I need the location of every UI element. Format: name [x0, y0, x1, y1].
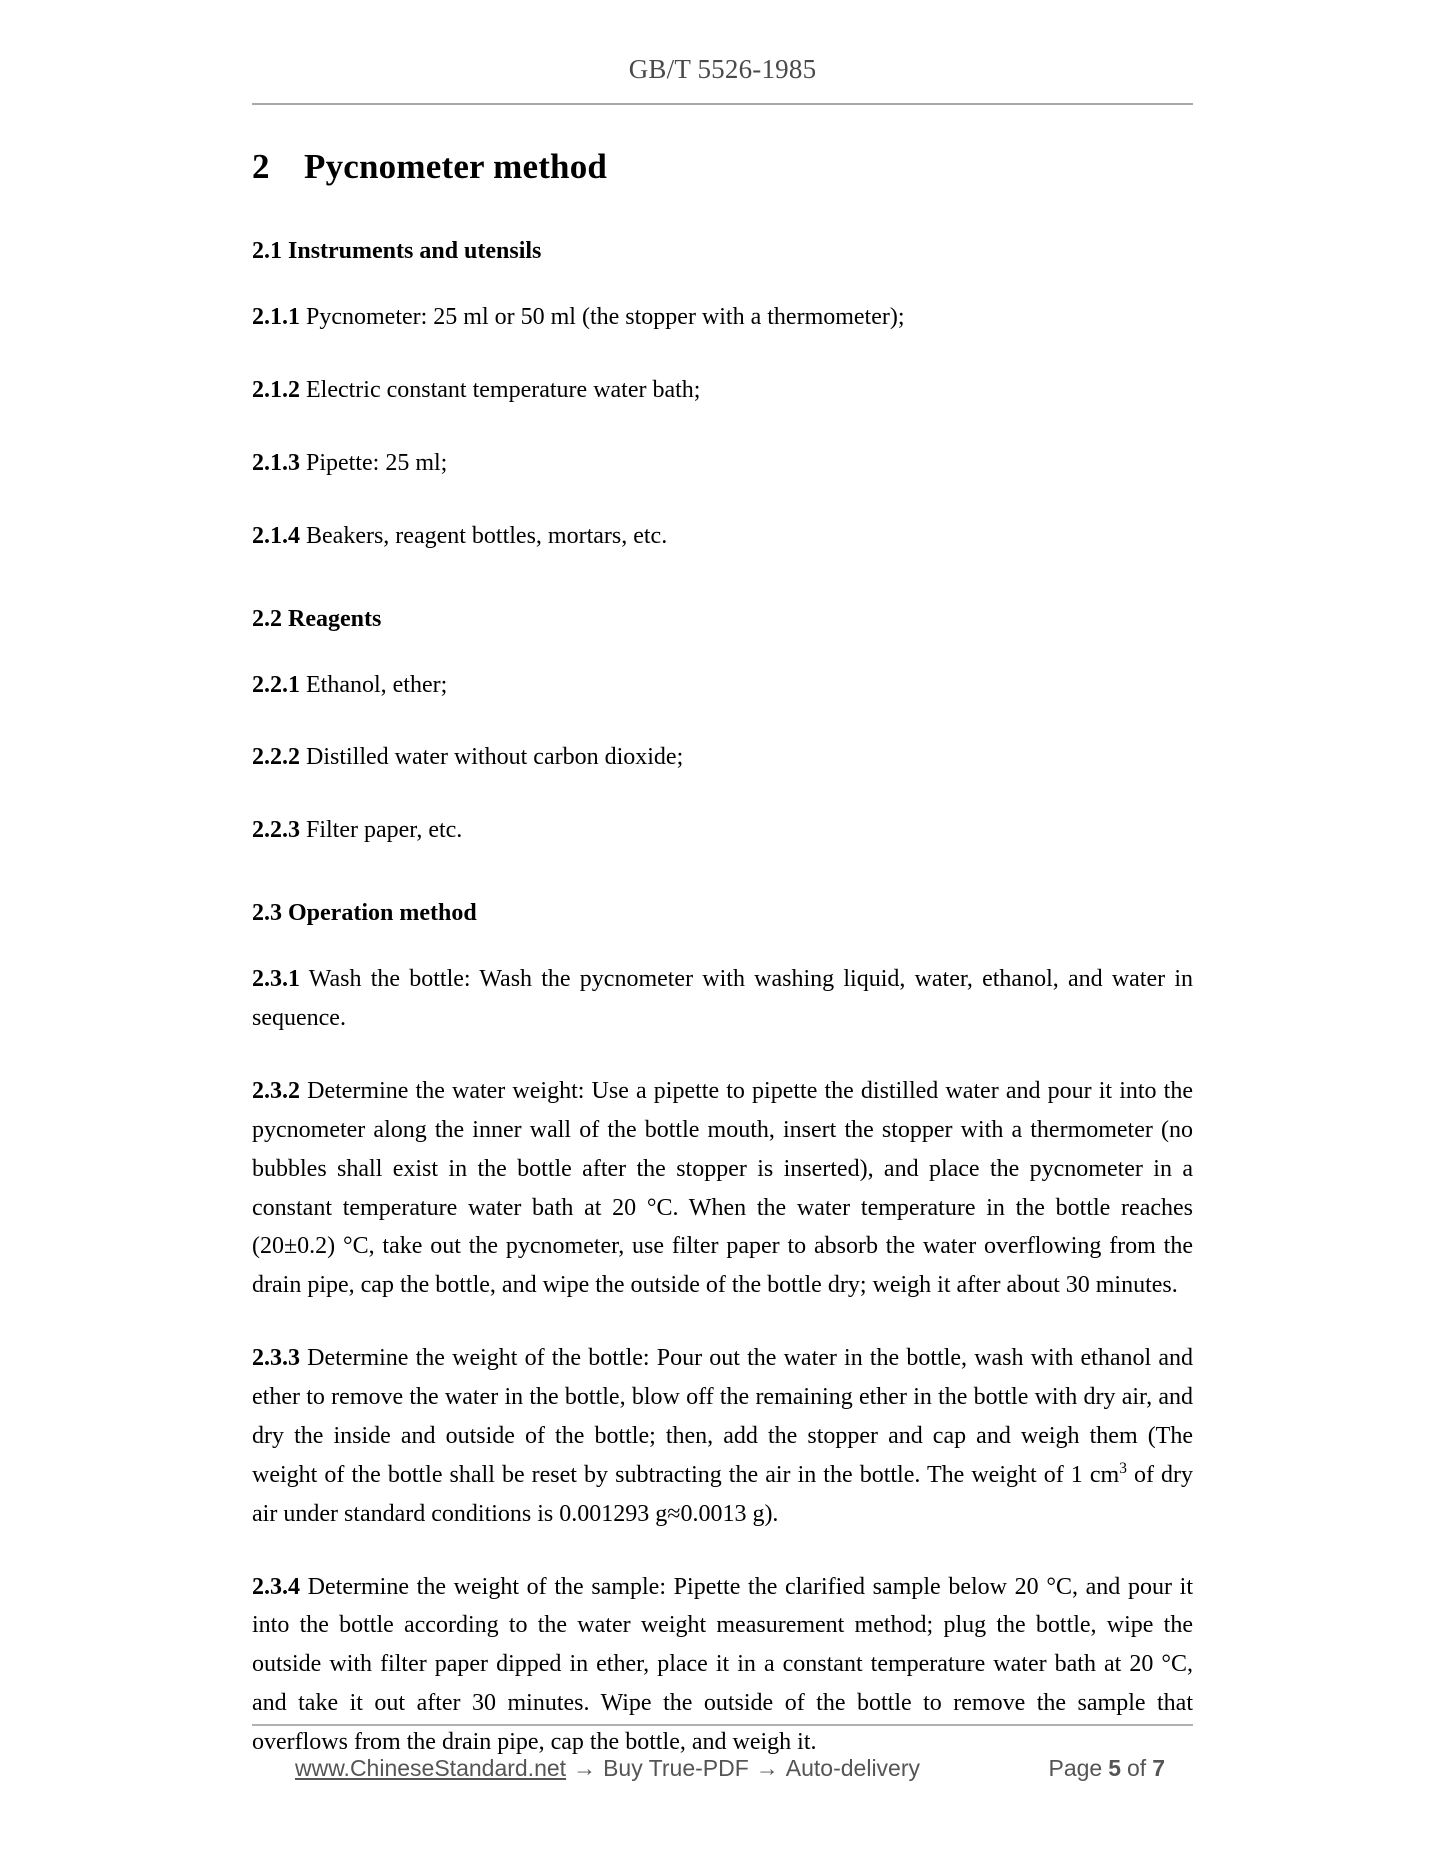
arrow-right-icon: →	[573, 1754, 597, 1781]
page-footer	[252, 1748, 1193, 1788]
clause-2-3-3	[252, 1339, 1193, 1533]
arrow-right-icon: →	[755, 1754, 779, 1781]
subsection-heading-instruments: 2.1 Instruments and utensils	[252, 238, 542, 264]
footer-promo	[295, 1755, 920, 1782]
clause-2-1-1	[252, 298, 1193, 337]
clause-2-2-2	[252, 738, 1193, 777]
cubic-centimeter-superscript: 3	[1119, 1459, 1127, 1477]
clause-2-2-3	[252, 811, 1193, 850]
standard-code-title: GB/T 5526-1985	[628, 54, 817, 84]
clause-number: 2.1.1	[252, 304, 300, 330]
clause-text: Pipette: 25 ml;	[300, 449, 448, 476]
footer-promo-buy-true-pdf: Buy True-PDF	[603, 1754, 749, 1781]
clause-number: 2.3.3	[252, 1345, 300, 1372]
clause-number: 2.3.1	[252, 966, 300, 993]
clause-number: 2.2.2	[252, 744, 300, 771]
clause-number: 2.3.2	[252, 1077, 300, 1104]
clause-2-3-2	[252, 1072, 1193, 1305]
clause-number: 2.2.1	[252, 671, 300, 698]
footer-divider	[252, 1724, 1193, 1726]
clause-text: Filter paper, etc.	[300, 817, 463, 844]
page-indicator	[1049, 1755, 1172, 1782]
section-number: 2	[252, 147, 270, 186]
clause-2-1-2	[252, 371, 1193, 410]
header-divider	[252, 103, 1193, 105]
subsection-heading-operation: 2.3 Operation method	[252, 900, 477, 927]
clause-number: 2.2.3	[252, 817, 300, 844]
clause-text: Distilled water without carbon dioxide;	[300, 744, 684, 771]
clause-text: Beakers, reagent bottles, mortars, etc.	[300, 522, 668, 549]
clause-2-2-1	[252, 666, 1193, 705]
clause-2-3-1	[252, 960, 1193, 1038]
clause-text: Ethanol, ether;	[300, 671, 448, 698]
clause-number: 2.1.2	[252, 376, 300, 403]
clause-number: 2.1.4	[252, 522, 300, 549]
clause-text: Electric constant temperature water bath;	[300, 376, 701, 403]
clause-number: 2.1.3	[252, 449, 300, 476]
page-label: Page	[1048, 1754, 1103, 1781]
page-title	[252, 146, 1193, 188]
clause-text: Pycnometer: 25 ml or 50 ml (the stopper with a thermometer);	[300, 304, 905, 330]
page-current: 5	[1108, 1754, 1122, 1781]
document-body	[252, 146, 1193, 1762]
section-title: Pycnometer method	[304, 147, 608, 186]
page-of-label: of	[1127, 1754, 1147, 1781]
clause-number: 2.3.4	[252, 1573, 300, 1600]
clause-2-3-4	[252, 1568, 1193, 1762]
clause-2-1-4	[252, 517, 1193, 556]
clause-text: Determine the water weight: Use a pipette to pipette the distilled water and pour it into the pycnometer along the inner wall of the bottle mouth, insert the stopper with a thermometer (no bubbles shall exist in the bottle after the stopper is inserted), and place the pycnometer in a constant temperature water bath at 20 °C. When the water temperature in the bottle reaches (20±0.2) °C, take out the pycnometer, use filter paper to absorb the water overflowing from the drain pipe, cap the bottle, and wipe the outside of the bottle dry; weigh it after about 30 minutes.	[252, 1077, 1193, 1299]
clause-text-after-superscript: of dry air under standard conditions is 0.001293 g≈0.0013 g).	[252, 1461, 1193, 1527]
clause-2-1-3	[252, 444, 1193, 483]
chinesestandard-link[interactable]: www.ChineseStandard.net	[295, 1754, 567, 1781]
page-total: 7	[1152, 1754, 1165, 1781]
clause-text: Determine the weight of the sample: Pipette the clarified sample below 20 °C, and pour it into the bottle according to the water weight measurement method; plug the bottle, wipe the outside with filter paper dipped in ether, place it in a constant temperature water bath at 20 °C, and take it out after 30 minutes. Wipe the outside of the bottle to remove the sample that overflows from the drain pipe, cap the bottle, and weigh it.	[252, 1573, 1193, 1755]
clause-text-before-superscript: Determine the weight of the bottle: Pour out the water in the bottle, wash with ethanol and ether to remove the water in the bottle, blow off the remaining ether in the bottle with dry air, and dry the inside and outside of the bottle; then, add the stopper and cap and weigh them (The weight of the bottle shall be reset by subtracting the air in the bottle. The weight of 1 cm	[252, 1345, 1193, 1488]
page-header	[0, 55, 1445, 85]
clause-text: Wash the bottle: Wash the pycnometer with washing liquid, water, ethanol, and water in sequence.	[252, 966, 1193, 1031]
subsection-heading-reagents: 2.2 Reagents	[252, 605, 382, 632]
footer-promo-auto-delivery: Auto-delivery	[785, 1754, 921, 1781]
